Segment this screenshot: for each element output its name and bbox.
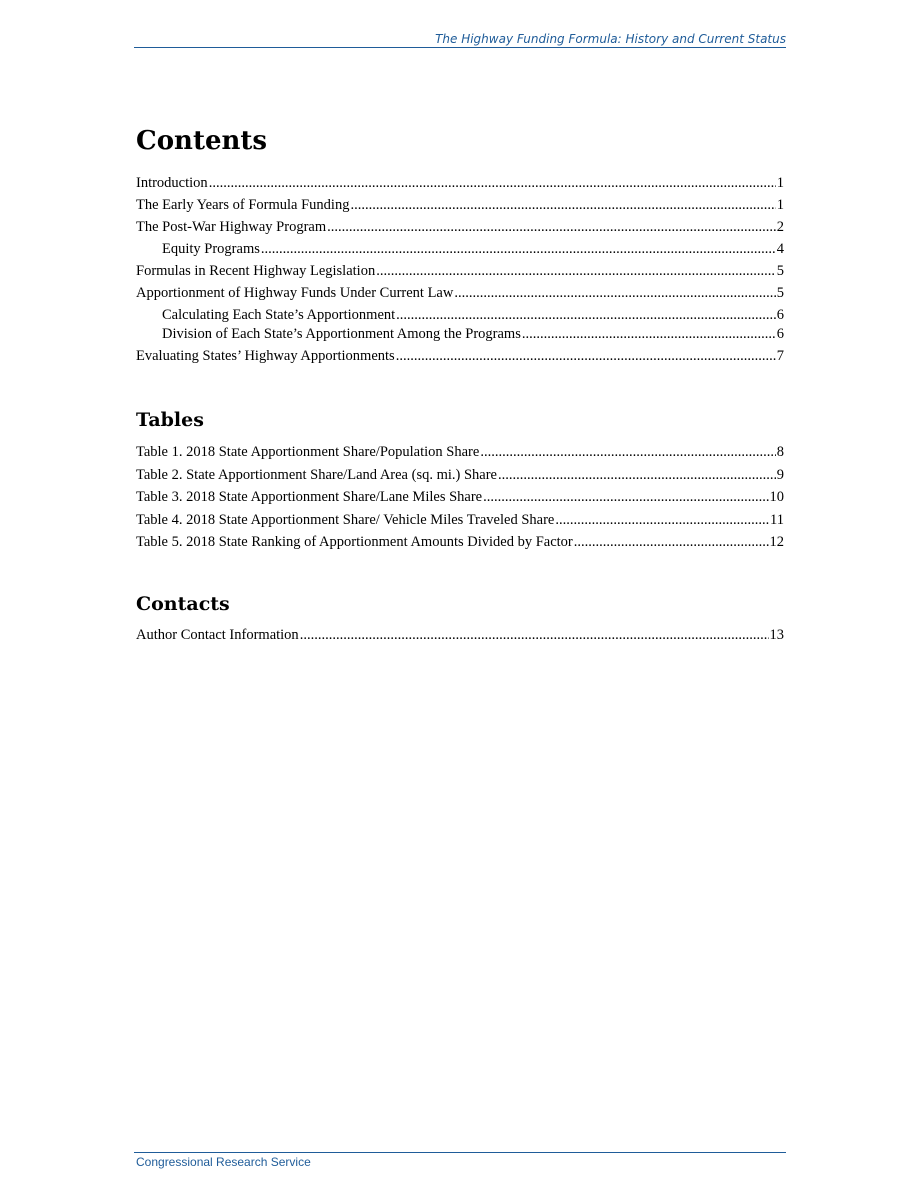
toc-entry-author-contact[interactable] (136, 626, 784, 645)
dot-leader (376, 262, 776, 281)
dot-leader (396, 347, 776, 366)
dot-leader (555, 511, 769, 530)
dot-leader (454, 284, 775, 303)
toc-entry-page: 8 (776, 444, 784, 460)
toc-entry-introduction[interactable] (136, 174, 784, 193)
dot-leader (350, 196, 775, 215)
toc-entry-early-years[interactable] (136, 196, 784, 215)
running-header: The Highway Funding Formula: History and Current Status (134, 31, 786, 48)
toc-entry-page: 6 (776, 326, 784, 342)
dot-leader (483, 488, 768, 507)
running-footer: Congressional Research Service (136, 1155, 311, 1169)
toc-entry-evaluating[interactable] (136, 347, 784, 366)
toc-entry-page: 1 (776, 197, 784, 213)
dot-leader (498, 466, 776, 485)
toc-entry-page: 4 (776, 241, 784, 257)
toc-entry-title: Formulas in Recent Highway Legislation (136, 263, 376, 279)
toc-entry-title: Table 4. 2018 State Apportionment Share/ Vehicle Miles Traveled Share (136, 511, 555, 528)
toc-entry-title: The Early Years of Formula Funding (136, 197, 350, 213)
contacts-heading: Contacts (136, 593, 230, 615)
contacts-list (136, 626, 784, 645)
toc-entry-title: Division of Each State’s Apportionment Among the Programs (162, 326, 521, 342)
toc-entry-title: Calculating Each State’s Apportionment (162, 307, 396, 323)
dot-leader (327, 218, 776, 237)
toc-entry-table-5[interactable] (136, 533, 784, 552)
toc-entry-page: 2 (776, 219, 784, 235)
toc-entry-title: Table 3. 2018 State Apportionment Share/Lane Miles Share (136, 489, 483, 505)
toc-entry-table-4[interactable] (136, 511, 784, 530)
toc-entry-title: Author Contact Information (136, 627, 299, 643)
toc-entry-table-1[interactable] (136, 443, 784, 462)
toc-entry-title: Table 2. State Apportionment Share/Land Area (sq. mi.) Share (136, 466, 497, 483)
toc-entry-page: 11 (770, 511, 784, 528)
toc-entry-table-3[interactable] (136, 488, 784, 507)
toc-entry-recent-legislation[interactable] (136, 262, 784, 281)
toc-entry-calculating[interactable] (136, 306, 784, 325)
toc-entry-post-war[interactable] (136, 218, 784, 237)
toc-entry-title: The Post-War Highway Program (136, 219, 327, 235)
toc-entry-page: 1 (776, 175, 784, 191)
toc-entry-title: Introduction (136, 175, 208, 191)
tables-list (136, 443, 784, 552)
tables-heading: Tables (136, 409, 204, 431)
toc-entry-page: 6 (776, 307, 784, 323)
dot-leader (209, 174, 776, 193)
dot-leader (396, 306, 776, 325)
toc-entry-page: 5 (776, 285, 784, 301)
dot-leader (574, 533, 769, 552)
toc-entry-page: 7 (776, 348, 784, 364)
dot-leader (480, 443, 775, 462)
toc-entry-title: Apportionment of Highway Funds Under Current Law (136, 285, 454, 301)
toc-entry-title: Equity Programs (162, 241, 260, 257)
dot-leader (261, 240, 776, 259)
contents-heading: Contents (136, 126, 268, 156)
contents-list (136, 174, 784, 366)
dot-leader (300, 626, 769, 645)
toc-entry-page: 10 (769, 489, 784, 505)
toc-entry-page: 12 (769, 534, 784, 550)
toc-entry-title: Table 1. 2018 State Apportionment Share/Population Share (136, 444, 480, 460)
toc-entry-title: Evaluating States’ Highway Apportionments (136, 348, 395, 364)
toc-entry-title: Table 5. 2018 State Ranking of Apportionment Amounts Divided by Factor (136, 534, 573, 550)
toc-entry-page: 5 (776, 263, 784, 279)
toc-entry-page: 13 (769, 627, 784, 643)
footer-rule (134, 1152, 786, 1153)
toc-entry-page: 9 (776, 466, 784, 483)
toc-entry-table-2[interactable] (136, 466, 784, 485)
dot-leader (522, 325, 776, 344)
toc-entry-apportionment[interactable] (136, 284, 784, 303)
toc-entry-division[interactable] (136, 325, 784, 344)
toc-entry-equity-programs[interactable] (136, 240, 784, 259)
